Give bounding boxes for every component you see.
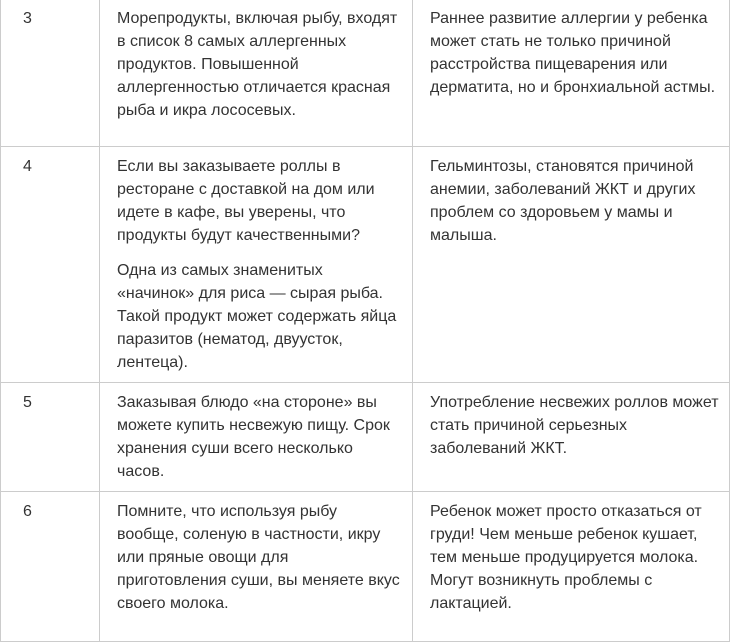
- row-effect: Гельминтозы, становятся причиной анемии, заболеваний ЖКТ и других проблем со здоровьем у мамы и малыша.: [413, 147, 730, 383]
- description-paragraph: Морепродукты, включая рыбу, входят в список 8 самых аллергенных продуктов. Повышенной аллергенностью отличается красная рыба и икра лососевых.: [117, 10, 398, 119]
- row-number: 4: [1, 147, 100, 383]
- row-number: 6: [1, 492, 100, 642]
- row-number: 3: [1, 0, 100, 147]
- row-description: [100, 492, 413, 642]
- description-paragraph: Одна из самых знаменитых «начинок» для риса — сырая рыба. Такой продукт может содержать яйца паразитов (нематод, двуусток, лентеца).: [117, 262, 397, 371]
- row-description: [100, 0, 413, 147]
- row-effect: Употребление несвежих роллов может стать причиной серьезных заболеваний ЖКТ.: [413, 383, 730, 492]
- description-paragraph: Заказывая блюдо «на стороне» вы можете купить несвежую пищу. Срок хранения суши всего несколько часов.: [117, 394, 390, 480]
- row-number: 5: [1, 383, 100, 492]
- table-row: [1, 492, 730, 642]
- row-description: [100, 383, 413, 492]
- description-paragraph: Если вы заказываете роллы в ресторане с доставкой на дом или идете в кафе, вы уверены, что продукты будут качественными?: [117, 158, 375, 244]
- table-row: [1, 0, 730, 147]
- row-description: [100, 147, 413, 383]
- row-effect: Раннее развитие аллергии у ребенка может стать не только причиной расстройства пищеварения или дерматита, но и бронхиальной астмы.: [413, 0, 730, 147]
- description-paragraph: Помните, что используя рыбу вообще, соленую в частности, икру или пряные овощи для приготовления суши, вы меняете вкус своего молока.: [117, 503, 400, 612]
- table-row: [1, 147, 730, 383]
- row-effect: Ребенок может просто отказаться от груди! Чем меньше ребенок кушает, тем меньше продуцируется молока. Могут возникнуть проблемы с лактацией.: [413, 492, 730, 642]
- table-row: [1, 383, 730, 492]
